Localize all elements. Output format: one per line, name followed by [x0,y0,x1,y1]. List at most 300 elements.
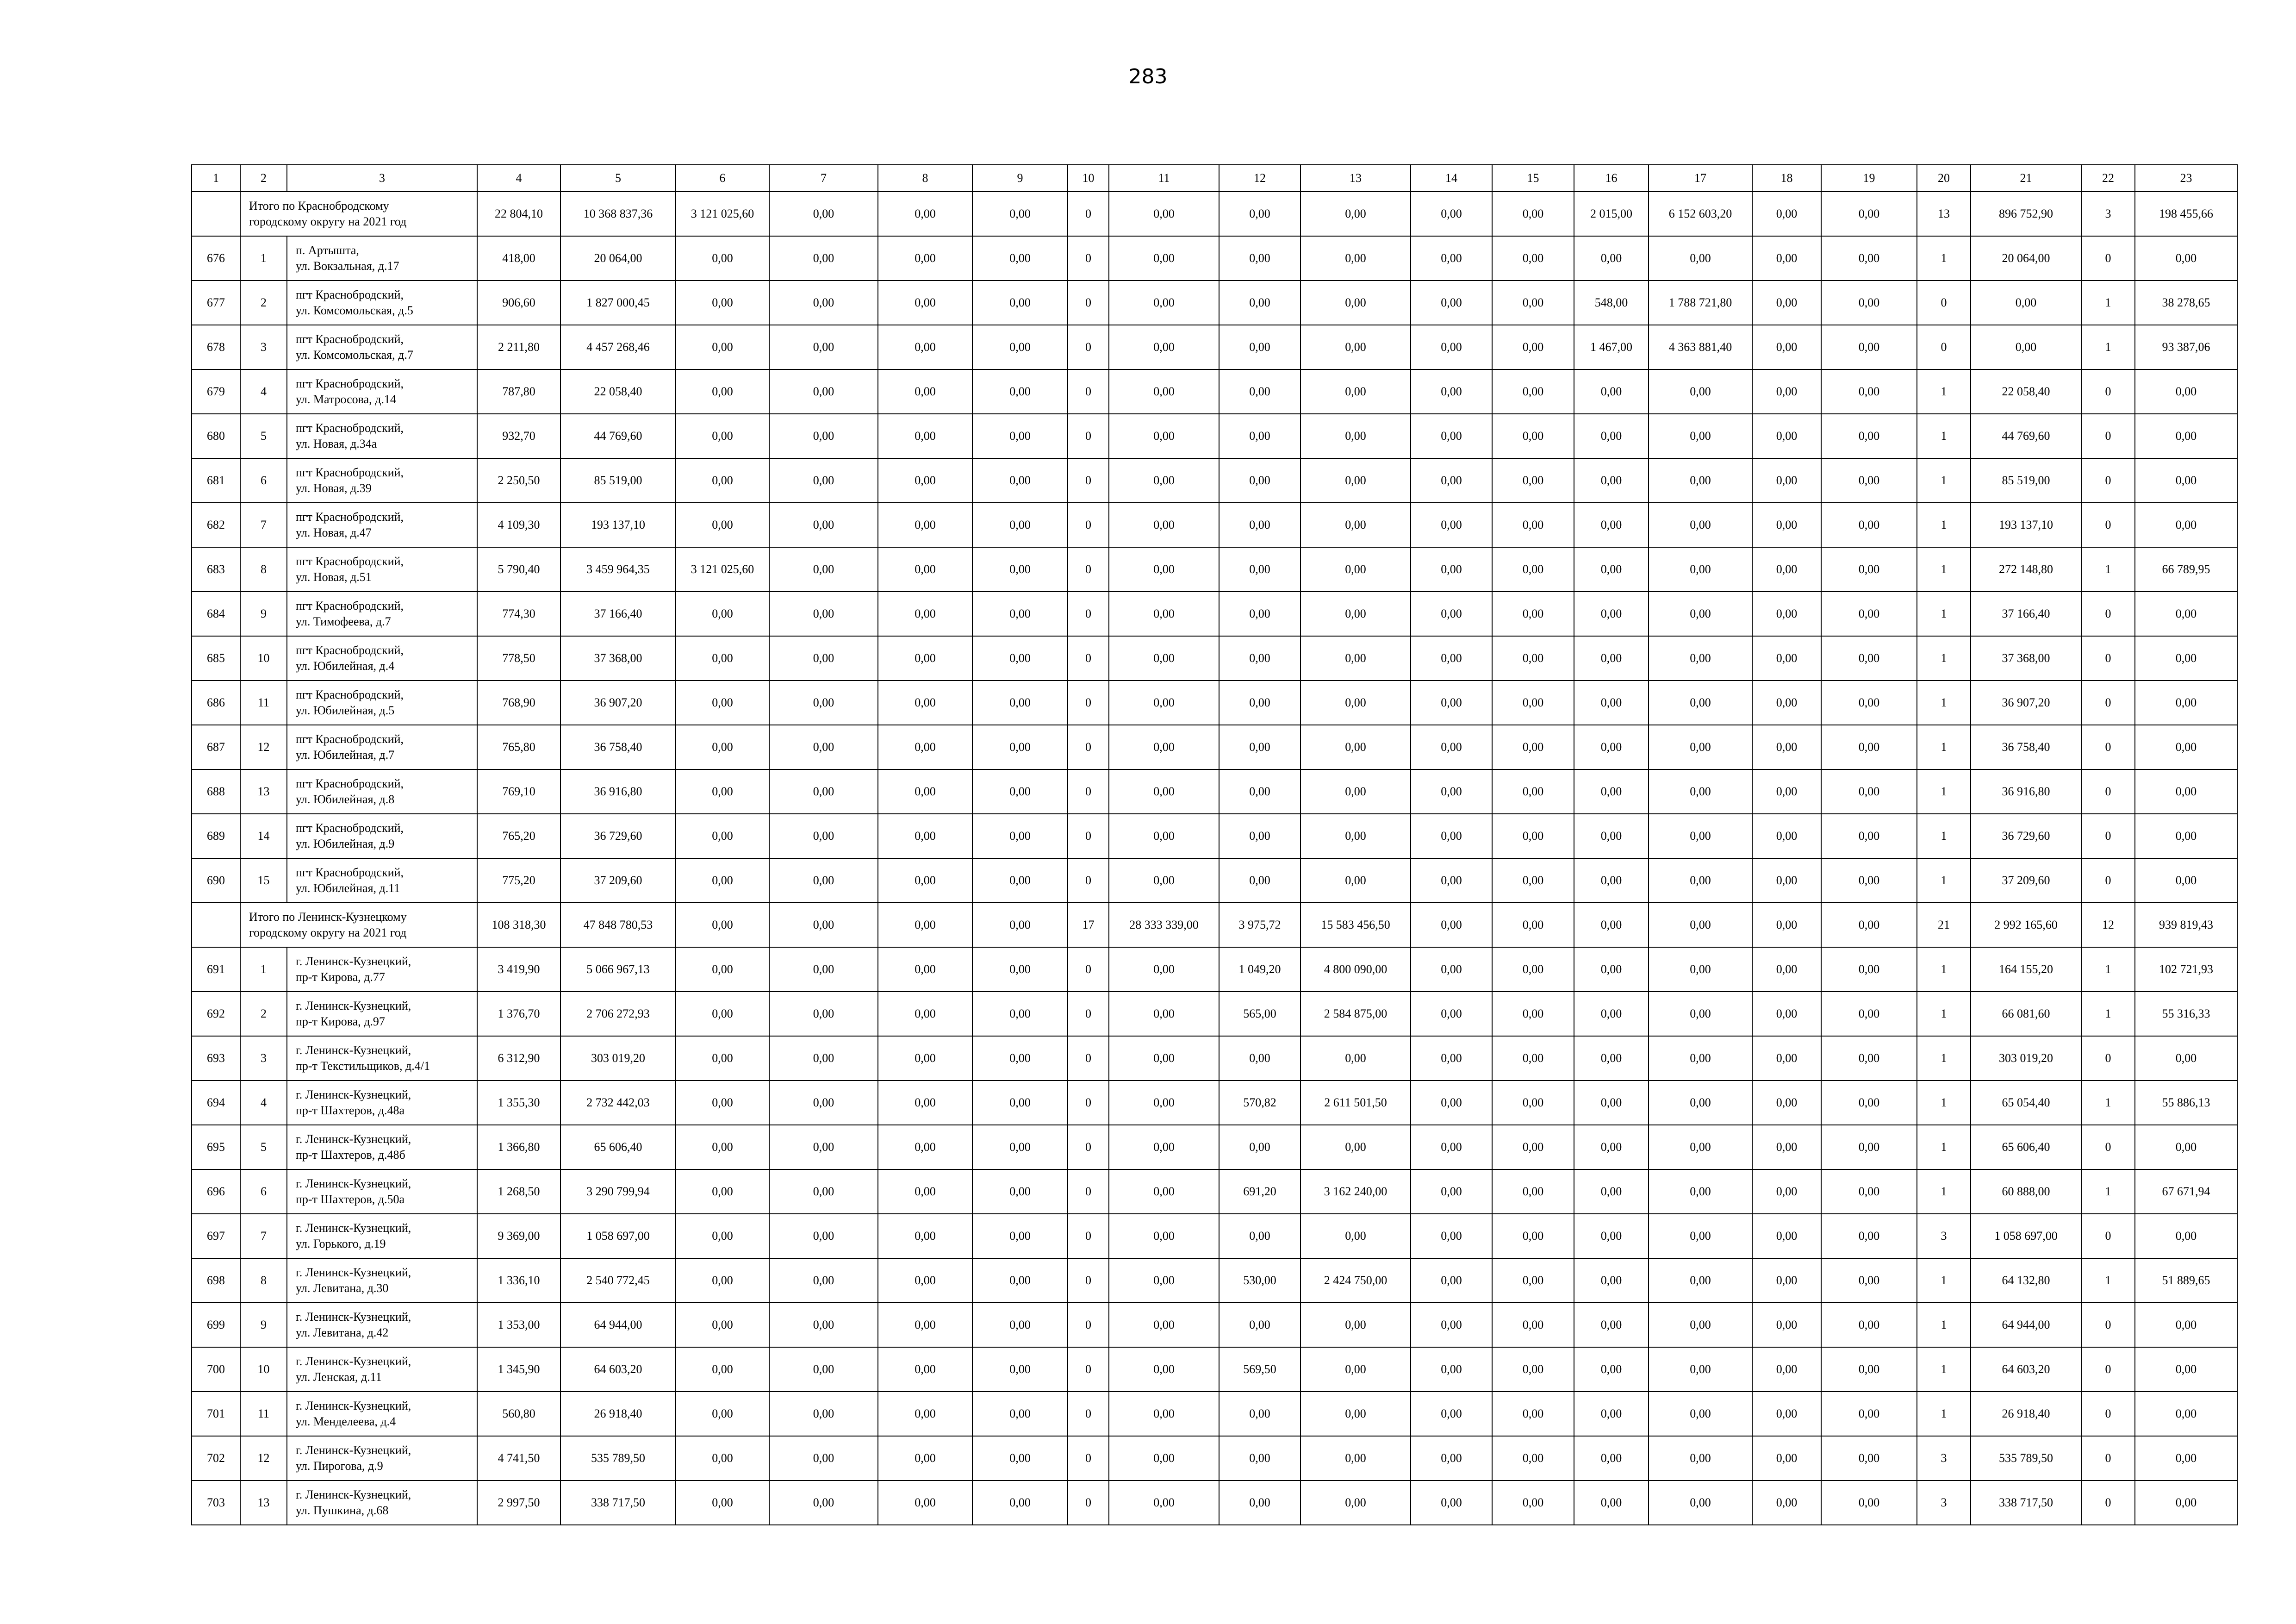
table-row [192,1392,2237,1436]
value-cell: 0,00 [1300,636,1411,681]
value-cell: 0,00 [1649,1436,1752,1480]
value-cell: 0,00 [1109,1258,1219,1303]
value-cell: 0,00 [1492,1081,1574,1125]
column-header: 8 [878,165,972,192]
value-cell: 0,00 [1821,1480,1917,1525]
sub-number-cell: 13 [240,1480,287,1525]
value-cell: 0,00 [1109,814,1219,858]
value-cell: 0,00 [676,992,769,1036]
value-cell: 0,00 [878,325,972,369]
value-cell: 0,00 [1574,992,1649,1036]
value-cell: 0,00 [2135,592,2237,636]
value-cell: 2 732 442,03 [560,1081,676,1125]
value-cell: 0,00 [1492,1169,1574,1214]
value-cell: 51 889,65 [2135,1258,2237,1303]
table-row [192,1169,2237,1214]
value-cell: 0,00 [1574,369,1649,414]
value-cell: 64 603,20 [1971,1347,2081,1392]
value-cell: 0 [2081,369,2135,414]
value-cell: 0,00 [769,414,878,458]
value-cell: 778,50 [477,636,560,681]
value-cell: 0 [2081,503,2135,547]
value-cell: 0,00 [972,858,1068,903]
value-cell: 1 [1917,814,1971,858]
value-cell: 0,00 [1574,1125,1649,1169]
address-cell: пгт Краснобродский, ул. Юбилейная, д.7 [287,725,477,769]
sub-number-cell: 10 [240,636,287,681]
value-cell: 1 [1917,769,1971,814]
value-cell: 0,00 [1300,458,1411,503]
value-cell: 0,00 [1649,369,1752,414]
value-cell: 0,00 [1821,681,1917,725]
sub-number-cell: 5 [240,414,287,458]
value-cell: 0,00 [1752,725,1821,769]
value-cell: 272 148,80 [1971,547,2081,592]
value-cell: 0,00 [769,725,878,769]
value-cell: 0,00 [1821,236,1917,281]
value-cell: 22 058,40 [1971,369,2081,414]
value-cell: 0,00 [878,414,972,458]
value-cell: 1 [1917,458,1971,503]
value-cell: 0,00 [1492,1303,1574,1347]
address-cell: пгт Краснобродский, ул. Юбилейная, д.9 [287,814,477,858]
value-cell: 0,00 [2135,1436,2237,1480]
value-cell: 0,00 [1219,503,1300,547]
value-cell: 0,00 [1492,192,1574,236]
value-cell: 1 [2081,1081,2135,1125]
value-cell: 0,00 [1492,281,1574,325]
column-header: 9 [972,165,1068,192]
value-cell: 1 [1917,1258,1971,1303]
value-cell: 0,00 [2135,858,2237,903]
value-cell: 0,00 [878,236,972,281]
address-cell: пгт Краснобродский, ул. Юбилейная, д.11 [287,858,477,903]
value-cell: 0,00 [878,1258,972,1303]
address-cell: пгт Краснобродский, ул. Юбилейная, д.4 [287,636,477,681]
value-cell: 0,00 [1109,236,1219,281]
value-cell: 0,00 [769,1480,878,1525]
value-cell: 0 [1068,814,1109,858]
value-cell: 3 121 025,60 [676,547,769,592]
value-cell: 0,00 [1492,325,1574,369]
value-cell: 0,00 [1411,1081,1492,1125]
value-cell: 2 211,80 [477,325,560,369]
value-cell: 0,00 [1300,592,1411,636]
value-cell: 0,00 [1219,1480,1300,1525]
value-cell: 0,00 [1752,236,1821,281]
value-cell: 0,00 [676,458,769,503]
sub-number-cell: 14 [240,814,287,858]
value-cell: 0,00 [878,1214,972,1258]
address-cell: г. Ленинск-Кузнецкий, ул. Пирогова, д.9 [287,1436,477,1480]
header-row [192,165,2237,192]
table-row [192,503,2237,547]
value-cell: 0,00 [1411,1125,1492,1169]
value-cell: 20 064,00 [560,236,676,281]
value-cell: 0,00 [1492,903,1574,947]
value-cell: 0,00 [2135,725,2237,769]
value-cell: 0,00 [878,1392,972,1436]
address-cell: г. Ленинск-Кузнецкий, пр-т Кирова, д.97 [287,992,477,1036]
value-cell: 0,00 [769,458,878,503]
value-cell: 0,00 [676,1036,769,1081]
value-cell: 0,00 [676,681,769,725]
value-cell: 0,00 [1411,1436,1492,1480]
address-cell: г. Ленинск-Кузнецкий, пр-т Шахтеров, д.50а [287,1169,477,1214]
column-header: 19 [1821,165,1917,192]
value-cell: 535 789,50 [1971,1436,2081,1480]
value-cell: 0 [1068,1081,1109,1125]
value-cell: 0,00 [1752,592,1821,636]
column-header: 4 [477,165,560,192]
value-cell: 0,00 [769,1214,878,1258]
value-cell: 0 [2081,1347,2135,1392]
value-cell: 0,00 [1411,1036,1492,1081]
value-cell: 338 717,50 [1971,1480,2081,1525]
row-number-cell: 697 [192,1214,240,1258]
value-cell: 3 [1917,1436,1971,1480]
value-cell: 0 [1068,725,1109,769]
value-cell: 0,00 [676,903,769,947]
value-cell: 0,00 [878,814,972,858]
value-cell: 0,00 [1411,547,1492,592]
address-cell: г. Ленинск-Кузнецкий, пр-т Шахтеров, д.48а [287,1081,477,1125]
value-cell: 0,00 [1574,903,1649,947]
row-number-cell: 696 [192,1169,240,1214]
value-cell: 0,00 [1109,503,1219,547]
value-cell: 4 363 881,40 [1649,325,1752,369]
value-cell: 0,00 [1411,814,1492,858]
value-cell: 0,00 [1574,858,1649,903]
value-cell: 0,00 [1649,592,1752,636]
value-cell: 0,00 [972,325,1068,369]
value-cell: 2 706 272,93 [560,992,676,1036]
table-row [192,947,2237,992]
value-cell: 0,00 [2135,1480,2237,1525]
value-cell: 0,00 [1411,192,1492,236]
value-cell: 3 459 964,35 [560,547,676,592]
value-cell: 93 387,06 [2135,325,2237,369]
value-cell: 0,00 [1411,858,1492,903]
value-cell: 0,00 [2135,1392,2237,1436]
value-cell: 0,00 [1492,458,1574,503]
value-cell: 0,00 [1219,858,1300,903]
value-cell: 2 584 875,00 [1300,992,1411,1036]
value-cell: 0,00 [1300,725,1411,769]
value-cell: 0,00 [1219,458,1300,503]
value-cell: 0,00 [676,236,769,281]
value-cell: 1 [1917,1169,1971,1214]
address-cell: пгт Краснобродский, ул. Юбилейная, д.5 [287,681,477,725]
value-cell: 0,00 [1411,1214,1492,1258]
value-cell: 0,00 [972,814,1068,858]
table-row [192,1436,2237,1480]
value-cell: 0 [2081,1480,2135,1525]
column-header: 16 [1574,165,1649,192]
sub-number-cell: 3 [240,325,287,369]
value-cell: 193 137,10 [560,503,676,547]
value-cell: 0,00 [1411,1392,1492,1436]
value-cell: 0,00 [1492,814,1574,858]
value-cell: 0,00 [1649,547,1752,592]
value-cell: 0,00 [769,681,878,725]
value-cell: 0 [1068,1436,1109,1480]
value-cell: 0 [1917,325,1971,369]
value-cell: 0 [1068,281,1109,325]
value-cell: 0,00 [1971,325,2081,369]
value-cell: 0,00 [1649,903,1752,947]
value-cell: 0,00 [1574,636,1649,681]
value-cell: 0,00 [676,1347,769,1392]
value-cell: 0,00 [1752,1036,1821,1081]
value-cell: 0,00 [1300,1214,1411,1258]
row-number-cell: 684 [192,592,240,636]
value-cell: 0,00 [1649,236,1752,281]
value-cell: 36 916,80 [1971,769,2081,814]
value-cell: 691,20 [1219,1169,1300,1214]
value-cell: 9 369,00 [477,1214,560,1258]
value-cell: 0,00 [1300,814,1411,858]
value-cell: 0,00 [972,903,1068,947]
value-cell: 0,00 [1649,1125,1752,1169]
column-header: 12 [1219,165,1300,192]
value-cell: 1 [1917,592,1971,636]
value-cell: 64 944,00 [1971,1303,2081,1347]
value-cell: 0,00 [878,1081,972,1125]
value-cell: 0,00 [2135,636,2237,681]
value-cell: 0,00 [1649,947,1752,992]
column-header: 21 [1971,165,2081,192]
column-header: 11 [1109,165,1219,192]
value-cell: 0 [1068,1125,1109,1169]
sub-number-cell: 10 [240,1347,287,1392]
value-cell: 0 [1068,1347,1109,1392]
value-cell: 0,00 [878,636,972,681]
value-cell: 102 721,93 [2135,947,2237,992]
sub-number-cell: 5 [240,1125,287,1169]
value-cell: 26 918,40 [560,1392,676,1436]
value-cell: 3 290 799,94 [560,1169,676,1214]
value-cell: 55 316,33 [2135,992,2237,1036]
address-cell: г. Ленинск-Кузнецкий, ул. Горького, д.19 [287,1214,477,1258]
value-cell: 0 [2081,1214,2135,1258]
sub-number-cell: 15 [240,858,287,903]
value-cell: 36 729,60 [560,814,676,858]
value-cell: 0,00 [1300,1303,1411,1347]
value-cell: 0,00 [1752,1169,1821,1214]
value-cell: 3 121 025,60 [676,192,769,236]
page-number: 283 [1128,65,1168,88]
value-cell: 0,00 [1411,592,1492,636]
value-cell: 2 250,50 [477,458,560,503]
value-cell: 0 [2081,636,2135,681]
value-cell: 0,00 [1300,1480,1411,1525]
value-cell: 4 741,50 [477,1436,560,1480]
value-cell: 28 333 339,00 [1109,903,1219,947]
row-number-cell: 687 [192,725,240,769]
value-cell: 22 804,10 [477,192,560,236]
value-cell: 0,00 [878,1303,972,1347]
address-cell: г. Ленинск-Кузнецкий, ул. Левитана, д.30 [287,1258,477,1303]
value-cell: 1 [1917,503,1971,547]
value-cell: 0 [2081,681,2135,725]
value-cell: 37 166,40 [1971,592,2081,636]
value-cell: 164 155,20 [1971,947,2081,992]
value-cell: 530,00 [1219,1258,1300,1303]
column-header: 15 [1492,165,1574,192]
value-cell: 20 064,00 [1971,236,2081,281]
value-cell: 0,00 [1411,1347,1492,1392]
column-header: 22 [2081,165,2135,192]
address-cell: пгт Краснобродский, ул. Комсомольская, д.5 [287,281,477,325]
value-cell: 0,00 [769,1169,878,1214]
value-cell: 0,00 [769,1125,878,1169]
value-cell: 0,00 [1109,1347,1219,1392]
value-cell: 0,00 [1752,903,1821,947]
value-cell: 1 [2081,947,2135,992]
value-cell: 0,00 [1752,636,1821,681]
value-cell: 64 944,00 [560,1303,676,1347]
value-cell: 2 540 772,45 [560,1258,676,1303]
value-cell: 65 606,40 [560,1125,676,1169]
value-cell: 0,00 [1821,992,1917,1036]
value-cell: 0,00 [1574,236,1649,281]
value-cell: 0,00 [1574,1392,1649,1436]
value-cell: 0,00 [1300,325,1411,369]
value-cell: 0,00 [1752,1347,1821,1392]
value-cell: 1 827 000,45 [560,281,676,325]
value-cell: 2 424 750,00 [1300,1258,1411,1303]
value-cell: 0,00 [1219,1436,1300,1480]
value-cell: 3 419,90 [477,947,560,992]
value-cell: 0,00 [1219,192,1300,236]
value-cell: 774,30 [477,592,560,636]
value-cell: 0 [1068,414,1109,458]
value-cell: 0,00 [1300,236,1411,281]
value-cell: 0,00 [1821,592,1917,636]
value-cell: 0,00 [972,1480,1068,1525]
row-number-cell: 679 [192,369,240,414]
value-cell: 1 [1917,725,1971,769]
address-cell: г. Ленинск-Кузнецкий, ул. Ленская, д.11 [287,1347,477,1392]
address-cell: г. Ленинск-Кузнецкий, пр-т Текстильщиков, д.4/1 [287,1036,477,1081]
value-cell: 0,00 [2135,458,2237,503]
value-cell: 0,00 [1109,1392,1219,1436]
value-cell: 0,00 [1752,325,1821,369]
value-cell: 0,00 [972,281,1068,325]
value-cell: 0,00 [1411,414,1492,458]
value-cell: 0,00 [1492,1214,1574,1258]
value-cell: 0,00 [878,1347,972,1392]
value-cell: 0,00 [1492,992,1574,1036]
value-cell: 0,00 [1411,636,1492,681]
value-cell: 0,00 [1411,325,1492,369]
value-cell: 36 916,80 [560,769,676,814]
row-number-cell: 689 [192,814,240,858]
value-cell: 0,00 [972,1214,1068,1258]
value-cell: 0,00 [676,1436,769,1480]
value-cell: 0 [1068,1214,1109,1258]
value-cell: 0,00 [1821,1347,1917,1392]
value-cell: 0,00 [1821,1392,1917,1436]
value-cell: 0,00 [1109,414,1219,458]
value-cell: 0,00 [1492,1036,1574,1081]
value-cell: 0,00 [1492,592,1574,636]
value-cell: 26 918,40 [1971,1392,2081,1436]
value-cell: 1 [1917,369,1971,414]
column-header: 5 [560,165,676,192]
value-cell: 0,00 [1300,414,1411,458]
value-cell: 1 058 697,00 [1971,1214,2081,1258]
value-cell: 36 907,20 [560,681,676,725]
value-cell: 1 376,70 [477,992,560,1036]
value-cell: 0,00 [1752,858,1821,903]
value-cell: 0,00 [1219,325,1300,369]
value-cell: 0,00 [972,1081,1068,1125]
value-cell: 0,00 [2135,414,2237,458]
value-cell: 0,00 [1971,281,2081,325]
value-cell: 1 [1917,1036,1971,1081]
value-cell: 0,00 [1219,725,1300,769]
value-cell: 0,00 [1821,1036,1917,1081]
value-cell: 0,00 [1219,369,1300,414]
row-number-cell: 690 [192,858,240,903]
row-number-cell: 688 [192,769,240,814]
value-cell: 0,00 [878,369,972,414]
value-cell: 769,10 [477,769,560,814]
value-cell: 0,00 [1492,858,1574,903]
value-cell: 0 [1068,325,1109,369]
value-cell: 0,00 [1752,992,1821,1036]
value-cell: 0 [2081,1392,2135,1436]
value-cell: 0,00 [1649,681,1752,725]
row-number-cell: 699 [192,1303,240,1347]
value-cell: 0,00 [1752,281,1821,325]
value-cell: 0,00 [972,236,1068,281]
value-cell: 1 366,80 [477,1125,560,1169]
value-cell: 0,00 [1649,769,1752,814]
value-cell: 0,00 [972,547,1068,592]
sub-number-cell: 2 [240,281,287,325]
value-cell: 0,00 [1109,592,1219,636]
column-header: 23 [2135,165,2237,192]
value-cell: 0,00 [676,325,769,369]
value-cell: 1 [1917,992,1971,1036]
column-header: 13 [1300,165,1411,192]
value-cell: 36 758,40 [560,725,676,769]
value-cell: 303 019,20 [560,1036,676,1081]
table-row [192,858,2237,903]
total-row [192,192,2237,236]
sub-number-cell: 4 [240,369,287,414]
value-cell: 0,00 [769,1258,878,1303]
value-cell: 0,00 [1492,1480,1574,1525]
value-cell: 0,00 [1752,1081,1821,1125]
value-cell: 0,00 [1492,1125,1574,1169]
value-cell: 85 519,00 [1971,458,2081,503]
value-cell: 0,00 [1300,192,1411,236]
value-cell: 0,00 [2135,1214,2237,1258]
value-cell: 198 455,66 [2135,192,2237,236]
value-cell: 0,00 [1492,725,1574,769]
value-cell: 0,00 [676,1081,769,1125]
value-cell: 0,00 [1300,681,1411,725]
value-cell: 85 519,00 [560,458,676,503]
row-number-cell: 680 [192,414,240,458]
value-cell: 0,00 [1300,1436,1411,1480]
value-cell: 4 800 090,00 [1300,947,1411,992]
value-cell: 0 [1068,769,1109,814]
